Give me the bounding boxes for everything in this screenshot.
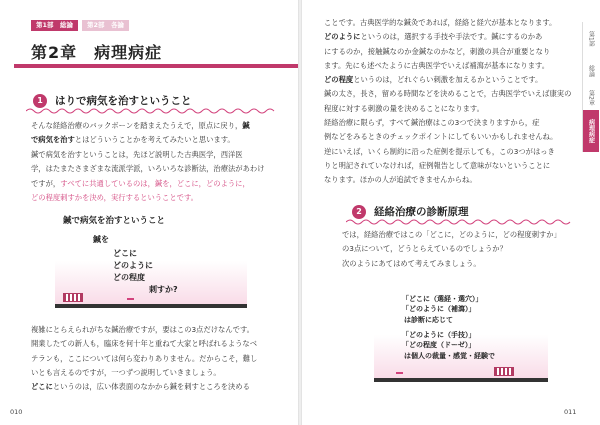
bold-text: どのように — [324, 32, 361, 42]
section-heading-2 — [352, 204, 469, 219]
board-word: どの程度 — [113, 273, 145, 282]
text-line: ます。先にも述べたように古典医学でいえば補瀉が基本になります。 — [324, 60, 550, 70]
text-line: いとも言えるのですが，一つずつ説明していきましょう。 — [31, 367, 221, 377]
text-line: というのは，選択する手技や手法です。鍼にするのかあ — [360, 32, 543, 42]
text-line: 開業したての新人も，臨床を何十年と重ねて大家と呼ばれるようなベ — [31, 339, 258, 349]
text-line: 逆にいえば，いくら制約に沿った症例を提示しても，この3つがはっき — [324, 146, 555, 156]
text-line: 複雑にとらえられがちな鍼治療ですが，要はこの3点だけなんです。 — [31, 325, 254, 334]
text-line: テランも，ここについては何ら変わりありません。だからこそ，難し — [31, 353, 258, 363]
text-line: なります。ほかの人が追試できませんからね。 — [324, 175, 477, 185]
paragraph-diagnosis-intro — [342, 228, 561, 271]
text-line: とはどういうことかを考えてみたいと思います。 — [74, 135, 235, 145]
side-tab-active-chapter: 病理病症 — [582, 110, 599, 152]
bold-text: 鍼 — [242, 121, 250, 130]
text-line: では，経絡治療ではこの「どこに，どのように，どの程度刺すか」 — [342, 230, 561, 239]
paragraph-three-points — [31, 323, 257, 394]
side-tab-chapter: 第2章 — [582, 86, 599, 110]
page-number-right: 011 — [564, 408, 577, 416]
part-tag-next: 第2部 各論 — [82, 20, 129, 31]
text-line: そんな経絡治療のバックボーンを踏まえたうえで，原点に戻り， — [31, 121, 243, 130]
side-tab-part: 第1部 — [582, 22, 599, 56]
bold-text: どの程度 — [324, 75, 354, 85]
section-heading-1 — [33, 93, 192, 108]
section-underline-wave-2 — [346, 218, 576, 226]
side-tab-general: 総論 — [582, 56, 599, 86]
board-word: どこに — [113, 249, 137, 258]
eraser-icon — [494, 367, 514, 376]
chalk-icon — [396, 372, 403, 374]
board-line: 「どのように（補瀉）」 — [402, 305, 476, 313]
whiteboard-illustration-2 — [374, 282, 548, 382]
text-line: の3点について，どうとらえているのでしょうか？ — [342, 244, 507, 254]
section-number-2: 2 — [352, 205, 366, 219]
text-line: りと明記されていなければ，症例報告として意味がないということに — [324, 160, 551, 170]
part-tag-current: 第1部 総論 — [31, 20, 78, 31]
board-line: 「どのように（手技）」 — [402, 331, 476, 339]
paragraph-intro — [31, 119, 250, 148]
text-line: 程度に対する刺激の量を決めることになります。 — [324, 103, 484, 113]
board-line: 「どこに（選経・選穴）」 — [402, 295, 483, 303]
paragraph-explanation — [324, 16, 571, 188]
highlight-text: すべてに共通しているのは，鍼を，どこに，どのように， — [60, 178, 250, 188]
highlight-text: どの程度刺すかを決め，実行するということです。 — [31, 192, 198, 202]
chalk-icon — [127, 298, 134, 300]
right-page — [302, 0, 600, 425]
text-line: 鍼で病気を治すということは，先ほど説明した古典医学，西洋医 — [31, 150, 243, 159]
chapter-rule — [14, 64, 298, 68]
section-underline-wave-1 — [26, 107, 276, 115]
chapter-title: 第2章 病理病症 — [31, 43, 163, 62]
section-title-2: 経絡治療の診断原理 — [374, 206, 469, 218]
text-line: 次のようにあてはめて考えてみましょう。 — [342, 258, 481, 268]
text-line: 経絡治療に限らず，すべて鍼治療はこの3つで決まりますから，症 — [324, 118, 540, 128]
text-line: 例などをみるときのチェックポイントにしてもいいかもしれませんね。 — [324, 132, 558, 142]
left-page — [0, 0, 298, 425]
text-line: というのは，どれぐらい刺激を加えるかということです。 — [353, 75, 543, 85]
paragraph-common-points — [31, 148, 265, 205]
board-title: 鍼で病気を治すということ — [63, 216, 166, 226]
eraser-icon — [63, 293, 83, 302]
text-line: 学，はたまたさまざまな流派学派，いろいろな診断法，治療法があわけ — [31, 164, 265, 174]
section-number-1: 1 — [33, 94, 47, 108]
board-word: 刺すか? — [149, 285, 178, 294]
board-line: は診断に応じて — [404, 316, 453, 324]
board-word: どのように — [113, 261, 153, 270]
text-line: ことです。古典医学的な鍼灸であれば，経絡と経穴が基本となります。 — [324, 18, 557, 27]
whiteboard-illustration-1 — [55, 208, 247, 308]
bold-text: どこに — [31, 382, 53, 392]
text-line: 鍼の太さ，長さ，留める時間などを決めることで，古典医学でいえば康実の — [324, 89, 572, 99]
text-line: にするのか，接触鍼なのか金鍼なのかなど，刺激の具合が重要となり — [324, 46, 551, 56]
text-line: ですが， — [31, 178, 61, 188]
bold-text: で病気を治す — [31, 135, 75, 145]
board-word: 鍼を — [93, 235, 109, 244]
text-line: というのは，広い体表面のなかから鍼を刺すところを決める — [52, 382, 250, 392]
board-line: は個人の裁量・感覚・経験で — [404, 352, 495, 360]
section-title-1: はりで病気を治すということ — [55, 95, 192, 107]
page-number-left: 010 — [10, 408, 23, 416]
board-line: 「どの程度（ドーゼ）」 — [402, 341, 476, 349]
